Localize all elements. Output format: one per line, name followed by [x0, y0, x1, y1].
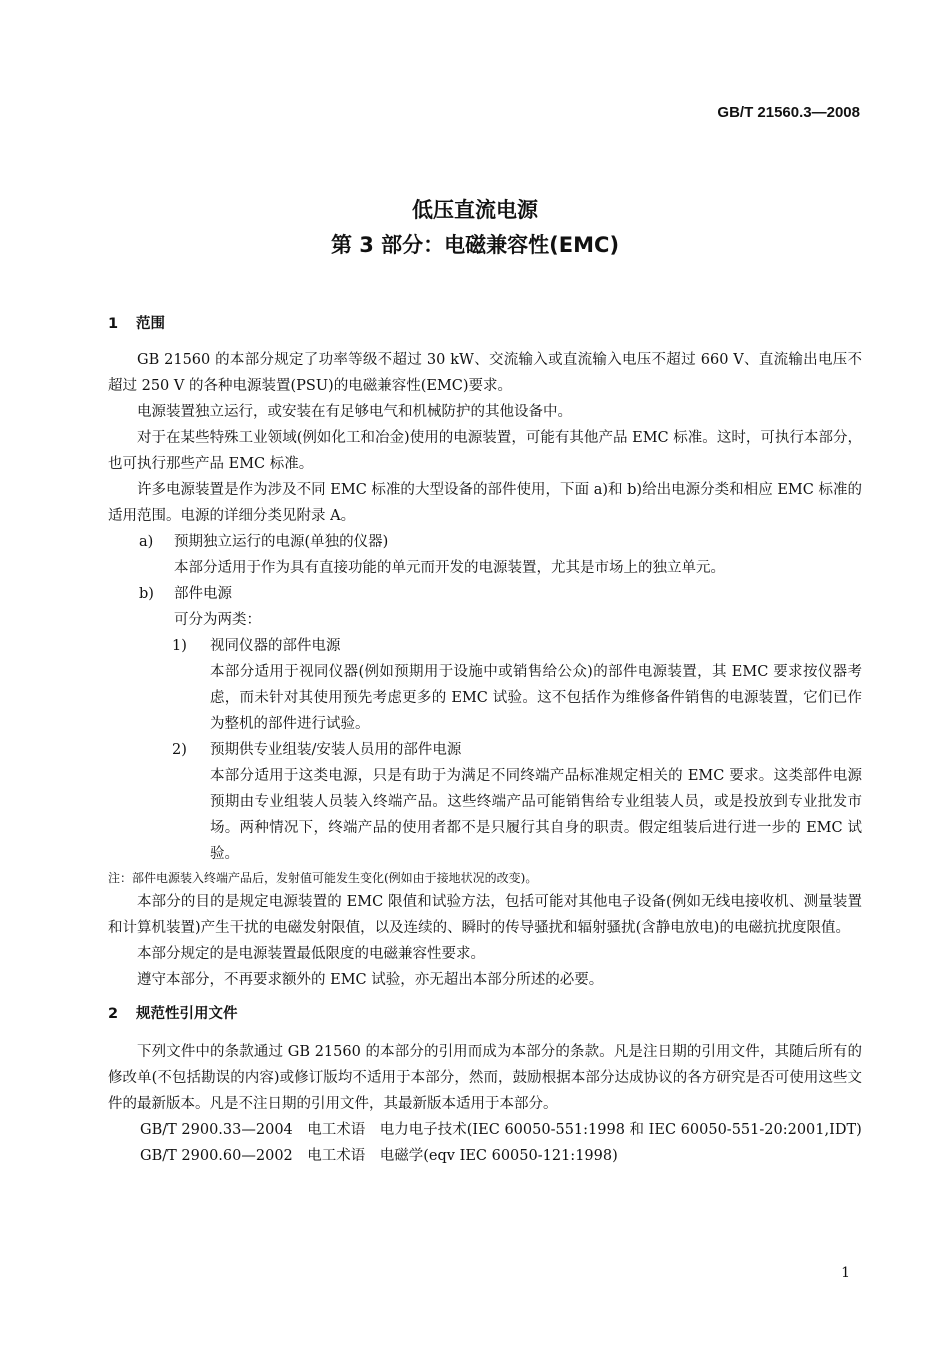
list-marker: 1): [172, 638, 187, 654]
section-number: 1: [108, 316, 119, 332]
paragraph: 对于在某些特殊工业领域(例如化工和冶金)使用的电源装置，可能有其他产品 EMC 标准。这时，可执行本部分，也可执行那些产品 EMC 标准。: [108, 430, 862, 472]
document-body: [108, 311, 862, 1169]
page-number: 1: [841, 1265, 850, 1281]
paragraph: 电源装置独立运行，或安装在有足够电气和机械防护的其他设备中。: [137, 404, 572, 420]
paragraph: GB 21560 的本部分规定了功率等级不超过 30 kW、交流输入或直流输入电压不超过 660 V、直流输出电压不超过 250 V 的各种电源装置(PSU)的电磁兼容性(EMC)要求。: [108, 352, 862, 394]
note: 注：部件电源装入终端产品后，发射值可能发生变化(例如由于接地状况的改变)。: [108, 871, 538, 885]
list-item: [108, 529, 862, 555]
sub-list-item: [108, 633, 862, 659]
section-heading: [108, 1001, 862, 1027]
paragraph: 本部分规定的是电源装置最低限度的电磁兼容性要求。: [137, 946, 485, 962]
section-heading: [108, 311, 862, 337]
reference-entry: GB/T 2900.33—2004 电工术语 电力电子技术(IEC 60050-551:1998 和 IEC 60050-551-20:2001,IDT): [140, 1122, 862, 1138]
section-title: 规范性引用文件: [136, 1006, 238, 1022]
list-item-title: 视同仪器的部件电源: [210, 638, 341, 654]
paragraph: 本部分的目的是规定电源装置的 EMC 限值和试验方法，包括可能对其他电子设备(例如无线电接收机、测量装置和计算机装置)产生干扰的电磁发射限值，以及连续的、瞬时的传导骚扰和辐射骚扰(含静电放电)的电磁抗扰度限值。: [108, 894, 862, 936]
paragraph: 遵守本部分，不再要求额外的 EMC 试验，亦无超出本部分所述的必要。: [137, 972, 604, 988]
paragraph: 许多电源装置是作为涉及不同 EMC 标准的大型设备的部件使用，下面 a)和 b)给出电源分类和相应 EMC 标准的适用范围。电源的详细分类见附录 A。: [108, 482, 862, 524]
list-marker: a): [139, 534, 154, 550]
list-item-title: 预期独立运行的电源(单独的仪器): [174, 534, 389, 550]
list-marker: 2): [172, 742, 187, 758]
document-code: GB/T 21560.3—2008: [717, 104, 860, 121]
document-title: 低压直流电源: [412, 198, 538, 222]
paragraph: 下列文件中的条款通过 GB 21560 的本部分的引用而成为本部分的条款。凡是注日期的引用文件，其随后所有的修改单(不包括勘误的内容)或修订版均不适用于本部分，然而，鼓励根据本部分达成协议的各方研究是否可使用这些文件的最新版本。凡是不注日期的引用文件，其最新版本适用于本部分。: [108, 1044, 862, 1112]
section-title: 范围: [136, 316, 165, 332]
sub-list-item: [108, 737, 862, 763]
reference-entry: GB/T 2900.60—2002 电工术语 电磁学(eqv IEC 60050-121:1998): [140, 1148, 618, 1164]
list-marker: b): [139, 586, 154, 602]
list-item: [108, 581, 862, 607]
section-number: 2: [108, 1006, 119, 1022]
list-item-title: 部件电源: [174, 586, 232, 602]
document-subtitle: 第 3 部分：电磁兼容性(EMC): [330, 233, 620, 257]
sub-list-item-text: 本部分适用于视同仪器(例如预期用于设施中或销售给公众)的部件电源装置，其 EMC 要求按仪器考虑，而未针对其使用预先考虑更多的 EMC 试验。这不包括作为维修备件销售的电源装置，它们已作为整机的部件进行试验。: [210, 664, 862, 732]
list-item-text: 可分为两类：: [174, 612, 261, 628]
list-item-text: 本部分适用于作为具有直接功能的单元而开发的电源装置，尤其是市场上的独立单元。: [174, 560, 725, 576]
list-item-title: 预期供专业组装/安装人员用的部件电源: [210, 742, 462, 758]
sub-list-item-text: 本部分适用于这类电源，只是有助于为满足不同终端产品标准规定相关的 EMC 要求。这类部件电源预期由专业组装人员装入终端产品。这些终端产品可能销售给专业组装人员，或是投放到专业批发市场。两种情况下，终端产品的使用者都不是只履行其自身的职责。假定组装后进行进一步的 EMC 试验。: [210, 768, 862, 862]
